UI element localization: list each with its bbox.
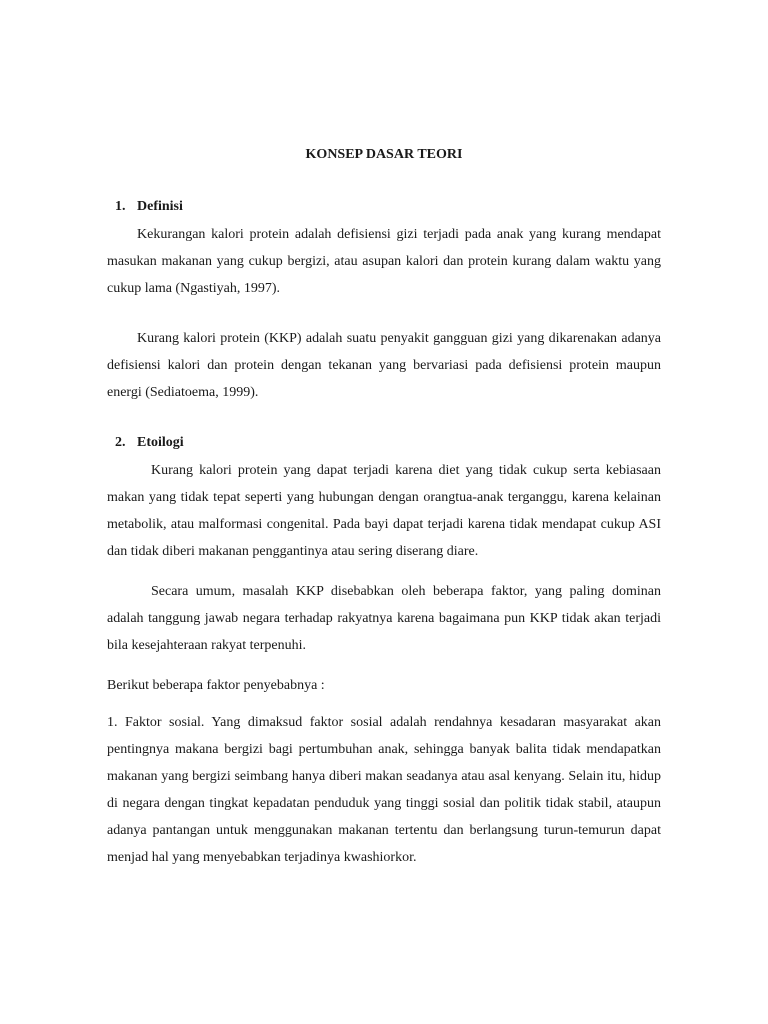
section-number: 2. [115, 435, 126, 450]
paragraph-definisi-2: Kurang kalori protein (KKP) adalah suatu penyakit gangguan gizi yang dikarenakan adanya defisiensi kalori dan protein dengan tekanan yang bervariasi pada defisiensi protein maupun energi (Sediatoema, 1999). [107, 331, 661, 400]
page-title: KONSEP DASAR TEORI [305, 147, 463, 162]
paragraph-etoilogi-1: Kurang kalori protein yang dapat terjadi karena diet yang tidak cukup serta kebiasaan makan yang tidak tepat seperti yang hubungan dengan orangtua-anak terganggu, karena kelainan metabolik, atau malformasi congenital. Pada bayi dapat terjadi karena tidak mendapat cukup ASI dan tidak diberi makanan penggantinya atau sering diserang diare. [107, 463, 661, 559]
section-heading-etoilogi [115, 435, 184, 451]
section-heading-definisi [115, 199, 183, 215]
paragraph-definisi-1: Kekurangan kalori protein adalah defisiensi gizi terjadi pada anak yang kurang mendapat masukan makanan yang cukup bergizi, atau asupan kalori dan protein kurang dalam waktu yang cukup lama (Ngastiyah, 1997). [107, 227, 661, 296]
paragraph-etoilogi-3: Berikut beberapa faktor penyebabnya : [107, 678, 325, 693]
paragraph-etoilogi-4: 1. Faktor sosial. Yang dimaksud faktor sosial adalah rendahnya kesadaran masyarakat akan pentingnya makana bergizi bagi pertumbuhan anak, sehingga banyak balita tidak mendapatkan makanan yang bergizi seimbang hanya diberi makan seadanya atau asal kenyang. Selain itu, hidup di negara dengan tingkat kepadatan penduduk yang tinggi sosial dan politik tidak stabil, ataupun adanya pantangan untuk menggunakan makanan tertentu dan berlangsung turun-temurun dapat menjad hal yang menyebabkan terjadinya kwashiorkor. [107, 715, 661, 865]
section-title: Etoilogi [137, 435, 184, 450]
paragraph-etoilogi-2: Secara umum, masalah KKP disebabkan oleh beberapa faktor, yang paling dominan adalah tanggung jawab negara terhadap rakyatnya karena bagaimana pun KKP tidak akan terjadi bila kesejahteraan rakyat terpenuhi. [107, 584, 661, 653]
section-number: 1. [115, 199, 126, 214]
section-title: Definisi [137, 199, 183, 214]
